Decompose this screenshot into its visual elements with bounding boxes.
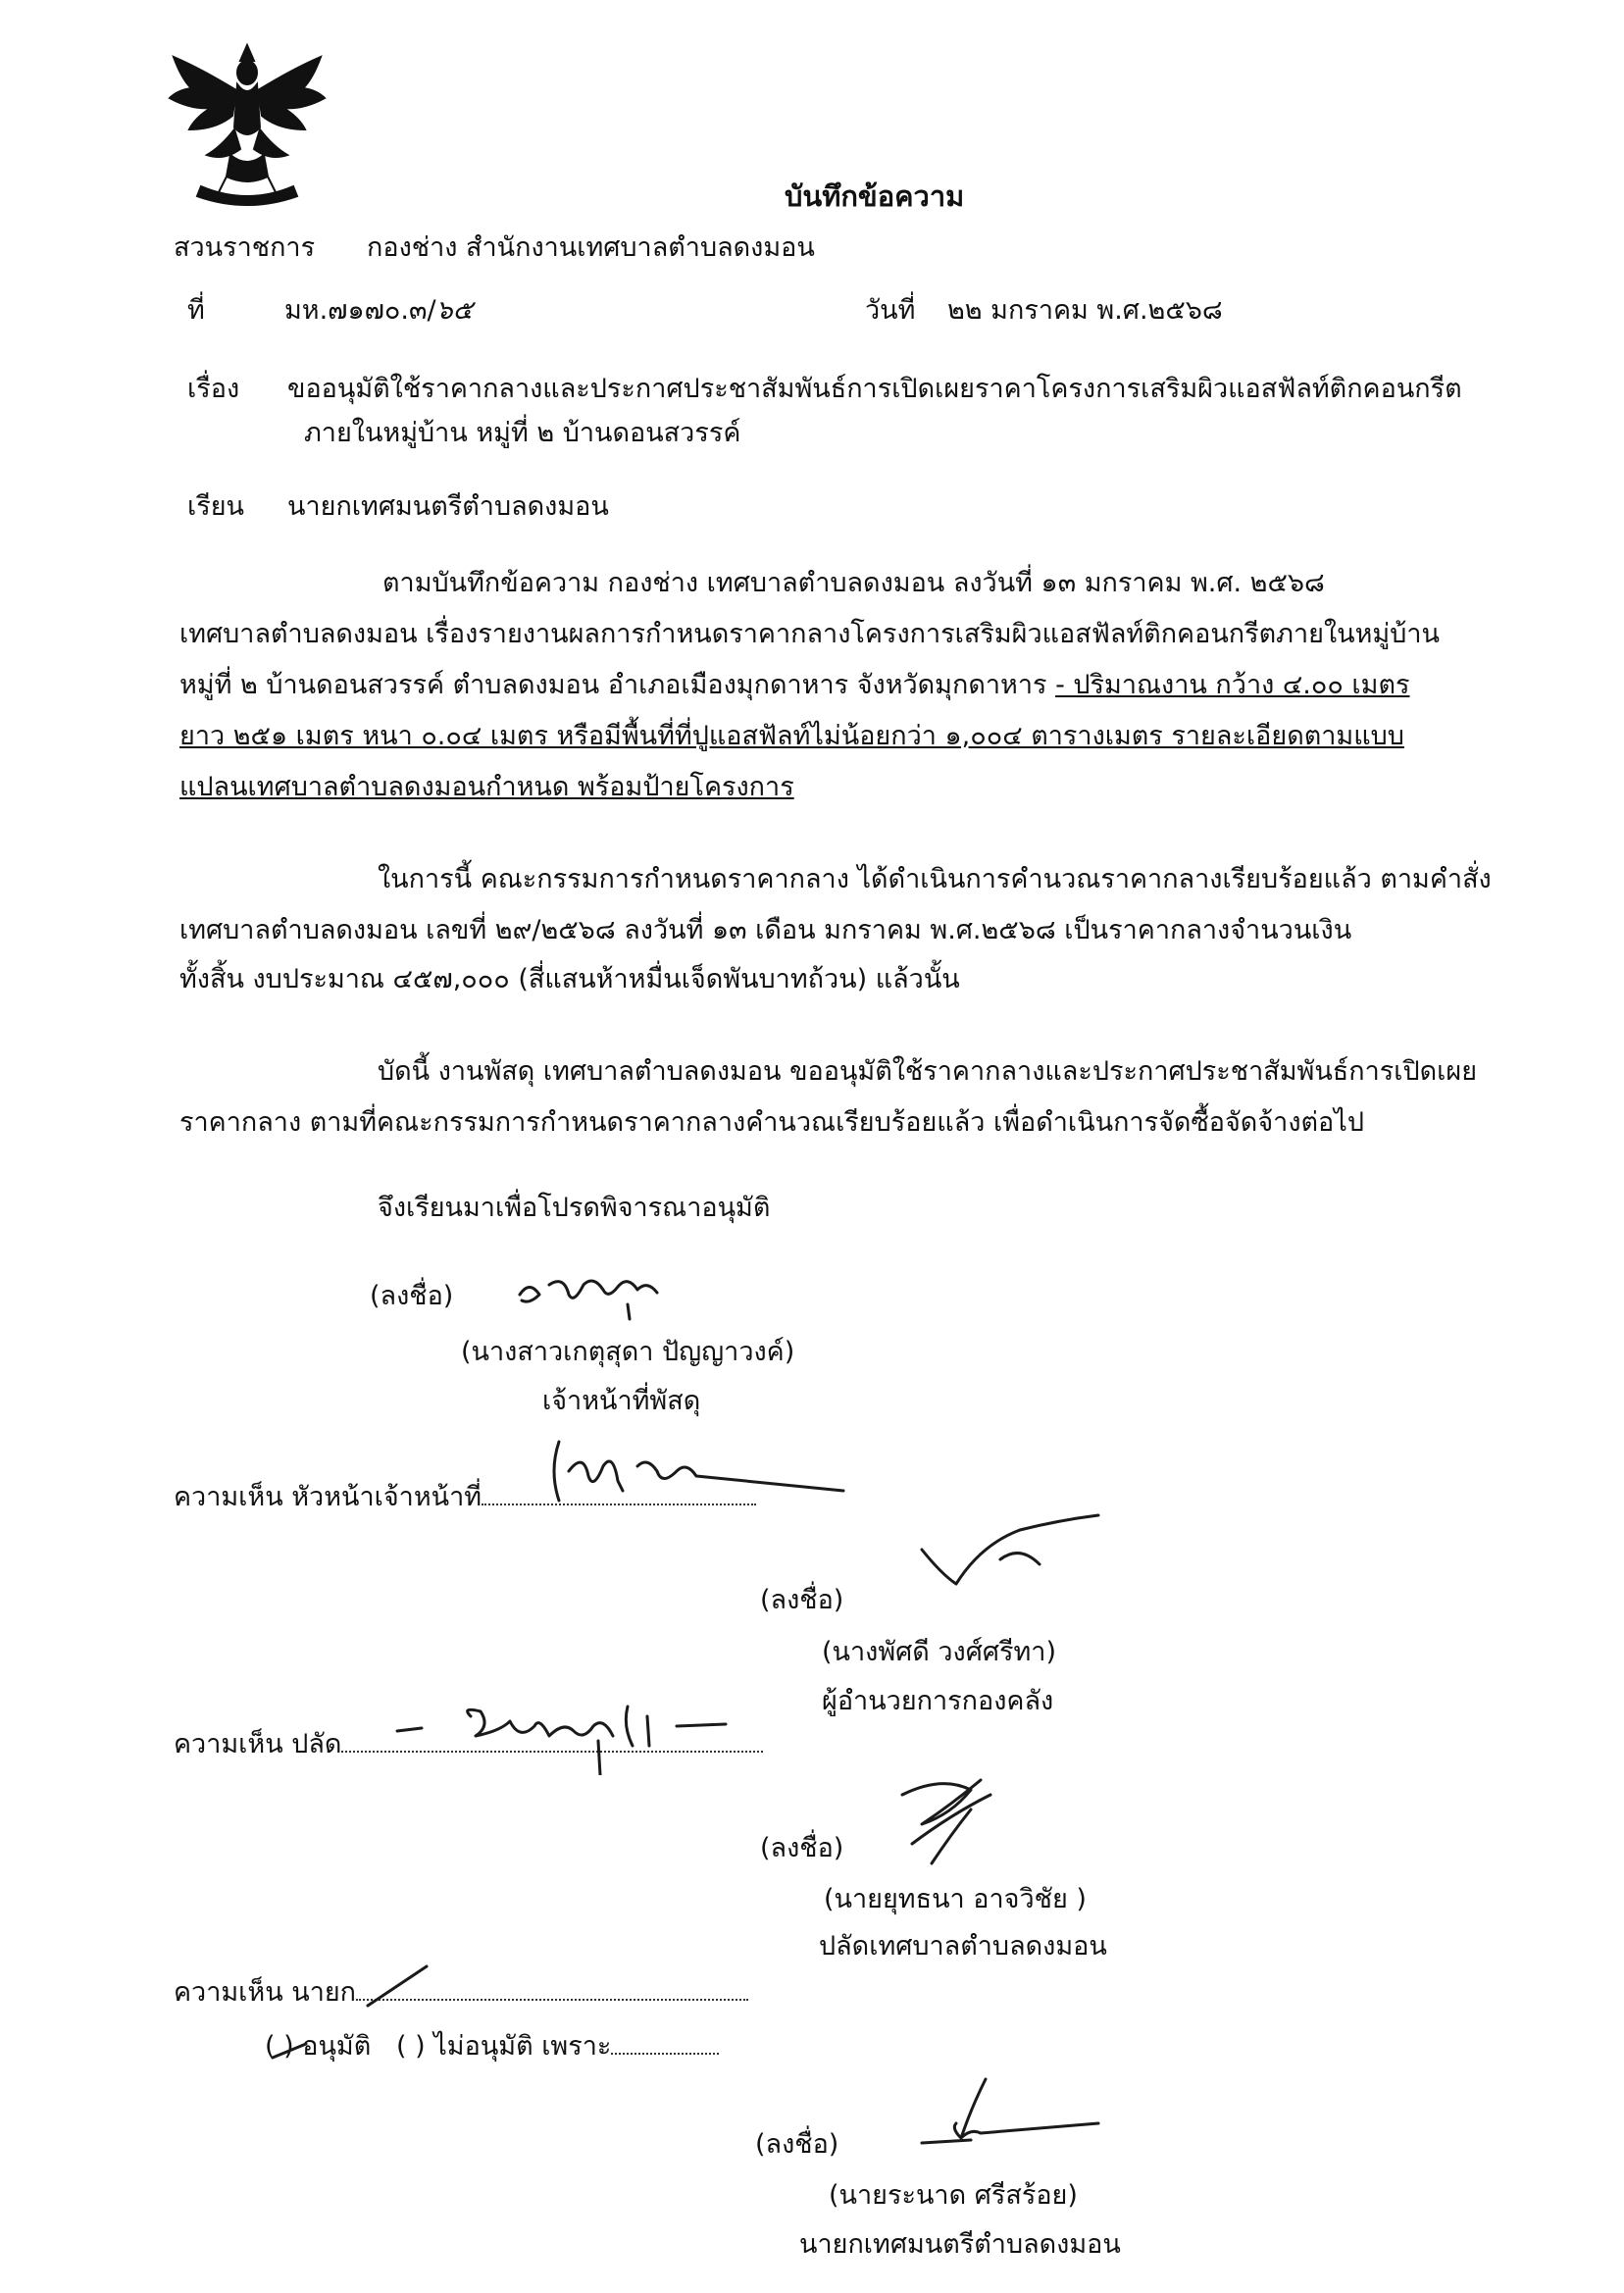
- clerk-signature-icon: [892, 1765, 1000, 1873]
- agency-label: สวนราชการ: [174, 232, 316, 263]
- clerk-sign-label: (ลงชื่อ): [760, 1833, 844, 1863]
- approval-options: [265, 2030, 719, 2064]
- p2-line-3: ทั้งสิ้น งบประมาณ ๔๕๗,๐๐๐ (สี่แสนห้าหมื่นเจ็ดพันบาทถ้วน) แล้วนั้น: [179, 964, 960, 994]
- p3-line-1: บัดนี้ งานพัสดุ เทศบาลตำบลดงมอน ขออนุมัติใช้ราคากลางและประกาศประชาสัมพันธ์การเปิดเผย: [378, 1056, 1478, 1087]
- clerk-opinion-label: ความเห็น ปลัด: [174, 1728, 763, 1761]
- p1-line-1: ตามบันทึกข้อความ กองช่าง เทศบาลตำบลดงมอน ลงวันที่ ๑๓ มกราคม พ.ศ. ๒๕๖๘: [382, 568, 1325, 598]
- subject-label: เรื่อง: [187, 374, 240, 404]
- clerk-opinion-handwriting-icon: [392, 1687, 765, 1775]
- approve-option[interactable]: ( ) อนุมัติ: [265, 2031, 372, 2062]
- reject-reason-field[interactable]: [611, 2053, 719, 2055]
- to-label: เรียน: [187, 491, 245, 522]
- p2-line-2: เทศบาลตำบลดงมอน เลขที่ ๒๙/๒๕๖๘ ลงวันที่ ๑๓ เดือน มกราคม พ.ศ.๒๕๖๘ เป็นราคากลางจำนวนเงิน: [179, 915, 1352, 945]
- officer-sign-label: (ลงชื่อ): [370, 1281, 454, 1311]
- reject-option[interactable]: ( ) ไม่อนุมัติ เพราะ: [396, 2031, 612, 2062]
- ref-handwritten: ๖๕: [435, 295, 474, 326]
- head-signature-icon: [530, 1432, 853, 1510]
- closing-text: จึงเรียนมาเพื่อโปรดพิจารณาอนุมัติ: [378, 1193, 771, 1223]
- date-value: ๒๒ มกราคม พ.ศ.๒๕๖๘: [947, 295, 1223, 326]
- p1-line-4: ยาว ๒๕๑ เมตร หนา ๐.๐๔ เมตร หรือมีพื้นที่ที่ปูแอสฟัลท์ไม่น้อยกว่า ๑,๐๐๔ ตารางเมตร รายละเอียดตามแบบ: [179, 721, 1404, 751]
- finance-signature-icon: [912, 1505, 1108, 1594]
- mayor-signature-icon: [912, 2069, 1108, 2158]
- garuda-emblem-icon: [162, 39, 333, 211]
- mayor-position: นายกเทศมนตรีตำบลดงมอน: [799, 2229, 1121, 2260]
- officer-position: เจ้าหน้าที่พัสดุ: [542, 1386, 701, 1416]
- ref-number: มห.๗๑๗๐.๓/๖๕: [284, 295, 474, 326]
- subject-line-2: ภายในหมู่บ้าน หมู่ที่ ๒ บ้านดอนสวรรค์: [304, 418, 741, 448]
- finance-sign-label: (ลงชื่อ): [760, 1585, 844, 1615]
- clerk-name: (นายยุทธนา อาจวิชัย ): [824, 1884, 1087, 1914]
- clerk-position: ปลัดเทศบาลตำบลดงมอน: [819, 1931, 1107, 1962]
- mayor-name: (นายระนาด ศรีสร้อย): [829, 2180, 1078, 2211]
- p1-line-3: หมู่ที่ ๒ บ้านดอนสวรรค์ ตำบลดงมอน อำเภอเมืองมุกดาหาร จังหวัดมุกดาหาร - ปริมาณงาน กว้าง ๔.๐๐ เมตร: [179, 670, 1410, 700]
- mayor-sign-label: (ลงชื่อ): [755, 2129, 839, 2160]
- head-opinion-label: ความเห็น หัวหน้าเจ้าหน้าที่: [174, 1481, 756, 1514]
- p2-line-1: ในการนี้ คณะกรรมการกำหนดราคากลาง ได้ดำเนินการคำนวณราคากลางเรียบร้อยแล้ว ตามคำสั่ง: [378, 864, 1492, 894]
- to-value: นายกเทศมนตรีตำบลดงมอน: [287, 491, 609, 522]
- p3-line-2: ราคากลาง ตามที่คณะกรรมการกำหนดราคากลางคำนวณเรียบร้อยแล้ว เพื่อดำเนินการจัดซื้อจัดจ้างต่อไป: [179, 1107, 1364, 1138]
- subject-line-1: ขออนุมัติใช้ราคากลางและประกาศประชาสัมพันธ์การเปิดเผยราคาโครงการเสริมผิวแอสฟัลท์ติกคอนกรีต: [287, 374, 1462, 404]
- agency-value: กองช่าง สำนักงานเทศบาลตำบลดงมอน: [367, 232, 815, 263]
- mayor-opinion-mark-icon: [363, 1962, 431, 2011]
- ref-label: ที่: [187, 295, 205, 326]
- approve-check-icon: [265, 2030, 314, 2069]
- p1-line-3-underlined: - ปริมาณงาน กว้าง ๔.๐๐ เมตร: [1055, 670, 1410, 700]
- memo-title: บันทึกข้อความ: [785, 179, 965, 213]
- officer-name: (นางสาวเกตุสุดา ปัญญาวงค์): [461, 1337, 795, 1367]
- officer-signature-icon: [510, 1265, 686, 1324]
- mayor-opinion-label: ความเห็น นายก: [174, 1976, 748, 2010]
- p1-line-5: แปลนเทศบาลตำบลดงมอนกำหนด พร้อมป้ายโครงการ: [179, 772, 794, 802]
- date-label: วันที่: [865, 295, 916, 326]
- finance-position: ผู้อำนวยการกองคลัง: [822, 1686, 1054, 1716]
- p1-line-2: เทศบาลตำบลดงมอน เรื่องรายงานผลการกำหนดราคากลางโครงการเสริมผิวแอสฟัลท์ติกคอนกรีตภายในหมู่บ้าน: [179, 619, 1440, 649]
- finance-name: (นางพัศดี วงศ์ศรีทา): [822, 1637, 1057, 1667]
